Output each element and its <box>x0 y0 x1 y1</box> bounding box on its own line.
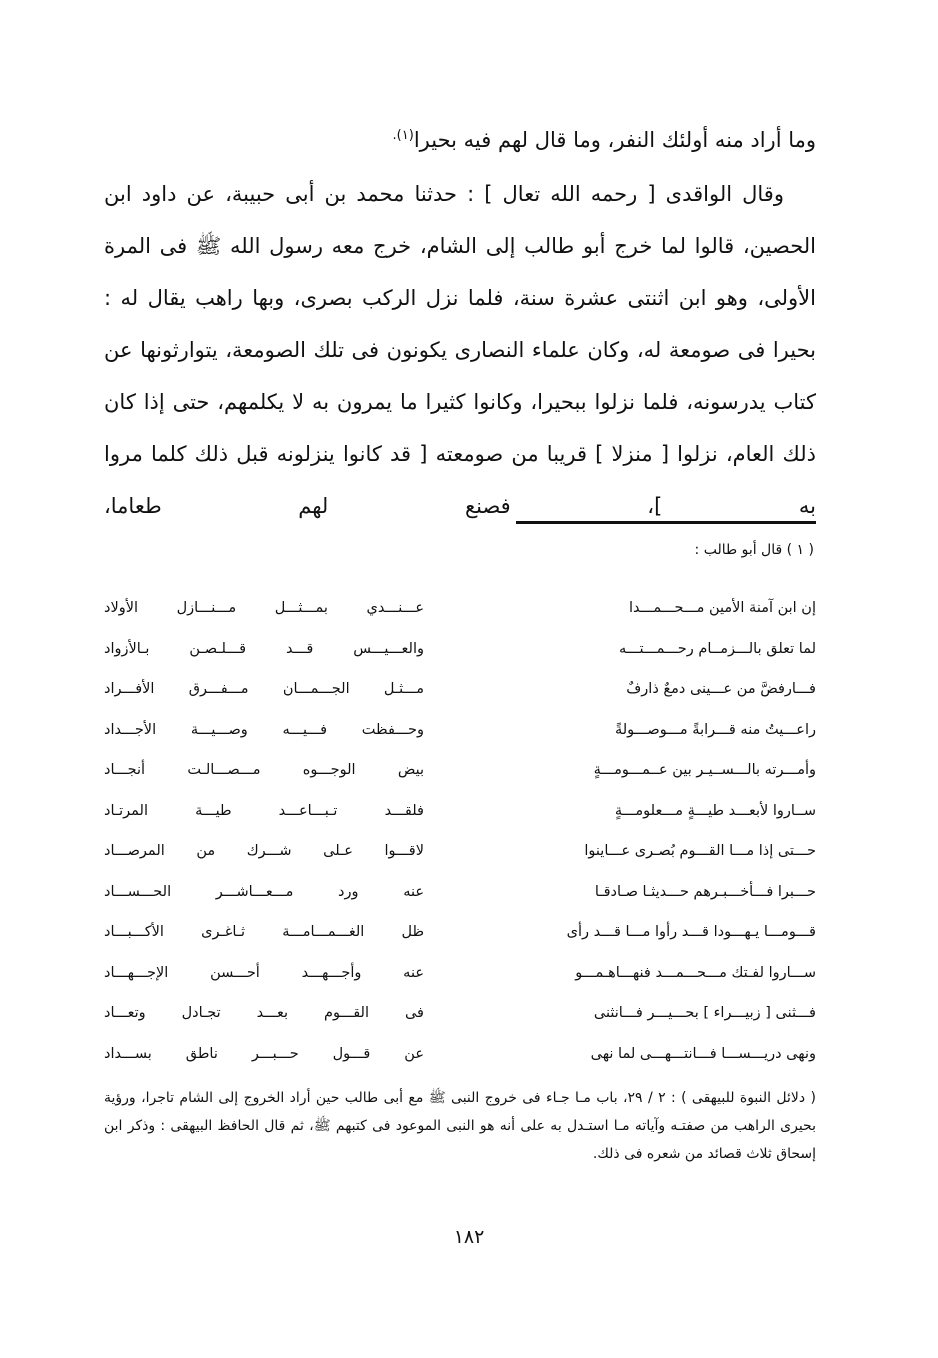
verse-right: لما تعلق بالـــزمــام رحـــمـــتـــه <box>619 640 816 657</box>
verse-right: حـــبرا فـــأخـــبـرهم حـــديثـا صـادقـا <box>594 883 816 900</box>
verse-right: راعـــيتُ منه قـــرابةً مـــوصـــولةً <box>614 721 816 738</box>
verse-right: فـــارفضَّ من عـــينى دمعٌ ذارفٌ <box>626 681 816 697</box>
page-number: ١٨٢ <box>453 1226 485 1248</box>
verse-left: والعـــيـــس قـــد قـــلـصـن بـالأزواد <box>104 640 424 657</box>
poem-left-column <box>104 588 424 1074</box>
poem-right-column <box>496 588 816 1074</box>
verse-left: وحـــفظت فـــيـــه وصـــيـــة الأجـــداد <box>104 721 424 738</box>
footnote-reference: (١). <box>392 128 414 143</box>
verse-left: فى القـــوم بعـــد تجـادل وتعـــاد <box>104 1005 424 1021</box>
verse-left: عنه وأجـــهـــد أحـــسن الإجـــهـــاد <box>104 964 424 981</box>
verse-right: وأمـــرته بالـــســيـر بين عــمـــومـــةٍ <box>593 762 816 778</box>
verse-right: ســـاروا لفـتك مـــحـــمـــد فنهـــاهـمـــو <box>575 964 816 981</box>
verse-left: فلقـــد تـبـــاعـــد طيـــة المرتـاد <box>104 802 424 819</box>
opening-line <box>104 110 816 166</box>
footnote-divider <box>516 521 816 524</box>
verse-left: بيض الوجـــوه مـــصـــالـت أنجـــاد <box>104 762 424 778</box>
footnote-source: ( دلائل النبوة للبيهقى ) : ٢ / ٢٩، باب مـا جـاء فى خروج النبى ﷺ مع أبى طالب حين أراد الخروج إلى الشام تاجرا، ورؤية بحيرى الراهب من صفتـه وآياته مـا استـدل به على أنه هو النبى الموعود فى كتبهم ﷺ، ثم قال الحافظ البيهقى : وذكر ابن إسحاق ثلاث قصائد من شعره فى ذلك. <box>104 1090 816 1162</box>
main-text <box>104 110 816 532</box>
opening-line-text: وما أراد منه أولئك النفر، وما قال لهم فيه بحيرا <box>413 128 816 152</box>
verse-right: قـــومـــا يـهـــودا قـــد رأوا مـــا قـــد رأى <box>566 924 816 940</box>
verse-right: ســاروا لأبعـــد طيـــةٍ مـــعلومـــةٍ <box>614 802 816 819</box>
verse-right: حـــتى إذا مـــا القـــوم بُصـرى عـــاينوا <box>584 843 816 859</box>
footnote-heading: ( ١ ) قال أبو طالب : <box>694 542 814 558</box>
verse-left: عـــنـــدي بمـــثـــل مـــنـــازل الأولاد <box>104 600 424 616</box>
main-paragraph: وقال الواقدى [ رحمه الله تعال ] : حدثنا محمد بن أبى حبيبة، عن داود ابن الحصين، قالوا لما خرج أبو طالب إلى الشام، خرج معه رسول الله ﷺ فى المرة الأولى، وهو ابن اثنتى عشرة سنة، فلما نزل الركب بصرى، وبها راهب يقال له : بحيرا فى صومعة له، وكان علماء النصارى يكونون فى تلك الصومعة، يتوارثونها عن كتاب يدرسونه، فلما نزلوا ببحيرا، وكانوا كثيرا ما يمرون به لا يكلمهم، حتى إذا كان ذلك العام، نزلوا [ منزلا ] قريبا من صومعته [ قد كانوا ينزلونه قبل ذلك كلما مروا به ]، فصنع لهم طعاما، <box>104 182 816 518</box>
verse-right: ونهى دريـــســـا فـــانتـــهـــى لما نهى <box>590 1045 816 1062</box>
verse-left: عنه ورد مـــعـــاشـــر الحـــســـاد <box>104 883 424 900</box>
verse-left: عن قـــول حـــبـــر ناطق بســـداد <box>104 1045 424 1062</box>
verse-right: إن ابن آمنة الأمين مـــحـــمـــدا <box>628 600 816 616</box>
verse-left: مـــثـل الجـــمـــان مـــفـــرق الأفـــراد <box>104 681 424 697</box>
verse-left: ظل الغـــمـــامـــة ثـاغـرى الأكـــبـــاد <box>104 924 424 940</box>
verse-left: لاقـــوا عـلى شـــرك من المرصـــاد <box>104 843 424 859</box>
verse-right: فـــثنى [ زبيـــراء ] بحـــيـــر فـــانثنى <box>593 1005 816 1021</box>
